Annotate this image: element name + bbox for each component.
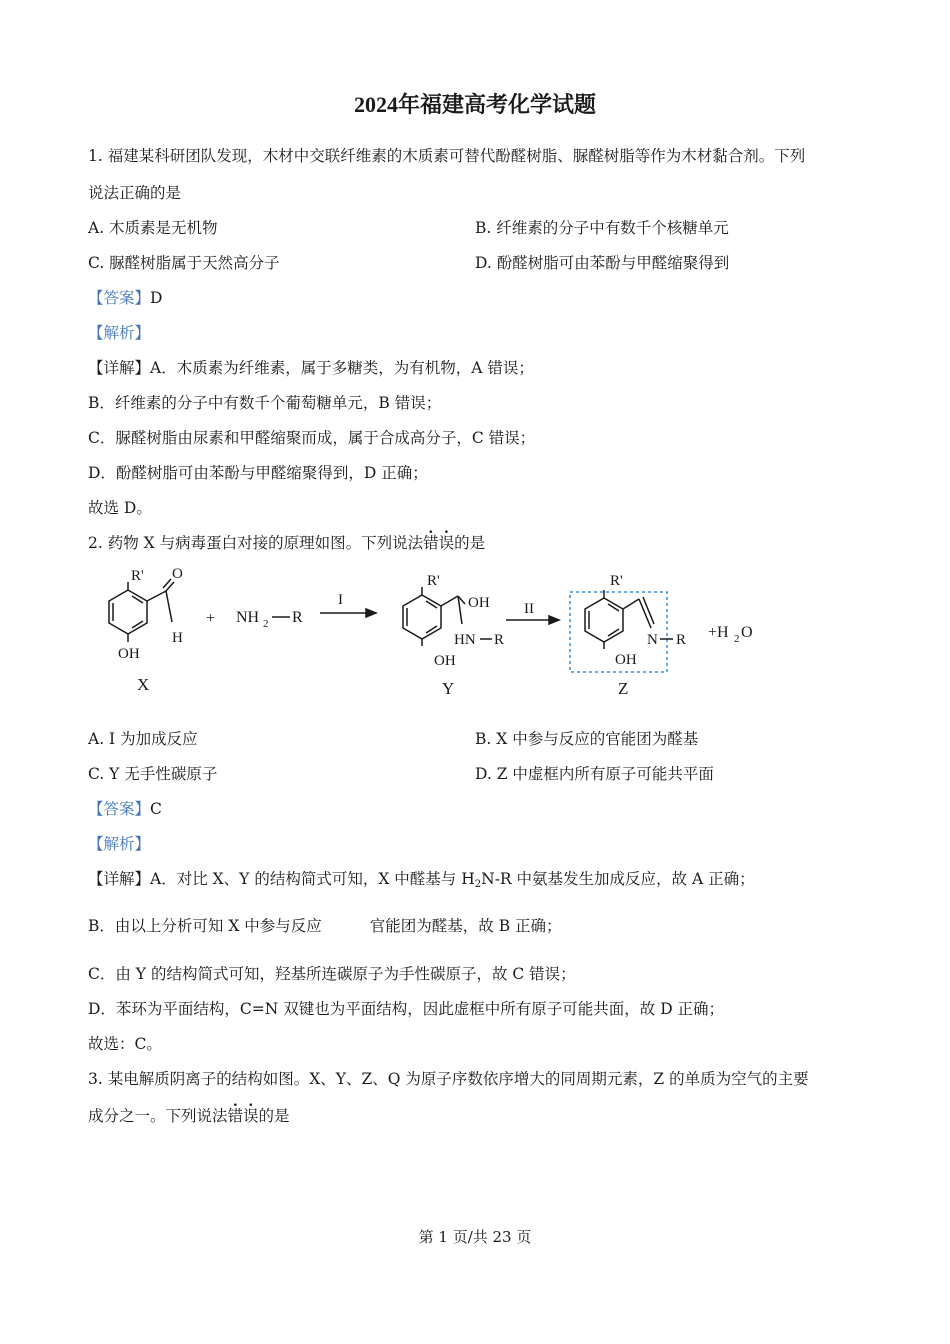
q2-answer-tag: 【答案】 — [88, 800, 151, 818]
label-x: X — [137, 675, 150, 694]
q3-stem-line1: 3. 某电解质阴离子的结构如图。X、Y、Z、Q 为原子序数依序增大的同周期元素，Z 的单质为空气的主要 — [88, 1070, 809, 1088]
q3-stem-prefix: 成分之一。下列说法 — [88, 1107, 228, 1125]
z-n: N — [647, 632, 658, 648]
arrow-step-1 — [320, 609, 376, 617]
amine-nh: NH — [236, 609, 260, 626]
q1-detail-a-text: A．木质素为纤维素，属于多糖类，为有机物，A 错误； — [150, 359, 534, 377]
q2-stem-suffix: 的是 — [454, 534, 486, 552]
amine-subscript: 2 — [263, 618, 269, 630]
amine-r: R — [292, 609, 303, 626]
q2-conclusion: 故选：C。 — [88, 1035, 162, 1053]
q2-detail-a-subscript: 2 — [474, 879, 482, 890]
q2-detail-c: C．由 Y 的结构简式可知，羟基所连碳原子为手性碳原子，故 C 错误； — [88, 965, 576, 983]
water-o: O — [741, 624, 753, 641]
step-2-label: II — [524, 601, 534, 617]
page-title: 2024年福建高考化学试题 — [353, 92, 596, 117]
q2-stem — [88, 533, 485, 553]
z-r-prime: R' — [610, 573, 623, 589]
q2-stem-emphasis-2: 误 — [438, 534, 455, 552]
q2-answer — [88, 799, 162, 819]
q1-option-a: A. 木质素是无机物 — [88, 219, 218, 237]
q2-option-d: D. Z 中虚框内所有原子可能共平面 — [475, 765, 714, 783]
y-oh-bottom: OH — [434, 653, 456, 669]
q2-detail-a-post: N-R 中氨基发生加成反应，故 A 正确； — [481, 870, 755, 888]
q1-detail-a — [88, 358, 534, 378]
q2-detail-b-post: 官能团为醛基，故 B 正确； — [369, 917, 562, 935]
x-r-prime: R' — [131, 568, 144, 584]
water-subscript: 2 — [734, 633, 740, 645]
q1-stem-line1: 1. 福建某科研团队发现，木材中交联纤维素的木质素可替代酚醛树脂、脲醛树脂等作为木材黏合剂。下列 — [88, 147, 806, 165]
reaction-scheme — [88, 560, 788, 705]
q2-stem-emphasis-1: 错 — [423, 534, 439, 552]
q2-detail-a — [88, 869, 755, 895]
step-1-label: I — [338, 592, 343, 608]
arrow-step-2 — [506, 616, 559, 624]
q2-detail-a-pre: A．对比 X、Y 的结构简式可知，X 中醛基与 H — [150, 870, 475, 888]
label-z: Z — [618, 679, 629, 698]
water-plus-h: +H — [708, 624, 729, 641]
q1-answer — [88, 288, 162, 308]
q2-option-a: A. Ⅰ 为加成反应 — [88, 730, 198, 748]
x-aldehyde-h: H — [172, 630, 183, 646]
page-footer: 第 1 页/共 23 页 — [418, 1228, 532, 1246]
q3-stem-line2 — [88, 1106, 290, 1126]
z-oh: OH — [615, 652, 637, 668]
q1-analysis-tag: 【解析】 — [88, 324, 151, 342]
x-oh: OH — [118, 646, 140, 662]
molecule-x — [109, 579, 174, 642]
q1-conclusion: 故选 D。 — [88, 499, 152, 517]
q2-stem-prefix: 2. 药物 X 与病毒蛋白对接的原理如图。下列说法 — [88, 534, 424, 552]
q1-answer-value: D — [150, 289, 163, 307]
q3-stem-emphasis-1: 错 — [227, 1107, 244, 1125]
q1-stem-line2: 说法正确的是 — [88, 184, 182, 202]
q1-answer-tag: 【答案】 — [88, 289, 151, 307]
q2-answer-value: C — [150, 800, 162, 818]
y-r: R — [494, 632, 505, 648]
q1-option-c: C. 脲醛树脂属于天然高分子 — [88, 254, 280, 272]
q1-detail-d: D．酚醛树脂可由苯酚与甲醛缩聚得到，D 正确； — [88, 464, 428, 482]
q2-detail-d: D．苯环为平面结构，C=N 双键也为平面结构，因此虚框中所有原子可能共面，故 D 正确； — [88, 1000, 725, 1018]
label-y: Y — [442, 679, 455, 698]
q1-option-d: D. 酚醛树脂可由苯酚与甲醛缩聚得到 — [475, 254, 730, 272]
q3-stem-emphasis-2: 误 — [243, 1107, 259, 1125]
z-r: R — [676, 632, 687, 648]
q2-analysis-tag: 【解析】 — [88, 835, 151, 853]
q3-stem-suffix: 的是 — [258, 1107, 290, 1125]
q2-option-b: B. X 中参与反应的官能团为醛基 — [475, 730, 699, 748]
y-hn: HN — [454, 632, 476, 648]
q2-option-c: C. Y 无手性碳原子 — [88, 765, 218, 783]
q1-detail-b: B．纤维素的分子中有数千个葡萄糖单元，B 错误； — [88, 394, 442, 412]
molecule-z — [585, 590, 654, 649]
x-aldehyde-o: O — [172, 566, 183, 582]
q2-detail-tag: 【详解】 — [88, 870, 151, 888]
q2-detail-b-pre: B．由以上分析可知 X 中参与反应 — [88, 917, 322, 935]
q2-detail-b — [88, 916, 562, 936]
q1-detail-c: C．脲醛树脂由尿素和甲醛缩聚而成，属于合成高分子，C 错误； — [88, 429, 536, 447]
plus-sign: + — [206, 610, 216, 627]
y-oh-top: OH — [468, 595, 490, 611]
q1-option-b: B. 纤维素的分子中有数千个核糖单元 — [475, 219, 729, 237]
y-r-prime: R' — [427, 573, 440, 589]
q1-detail-tag: 【详解】 — [88, 359, 151, 377]
